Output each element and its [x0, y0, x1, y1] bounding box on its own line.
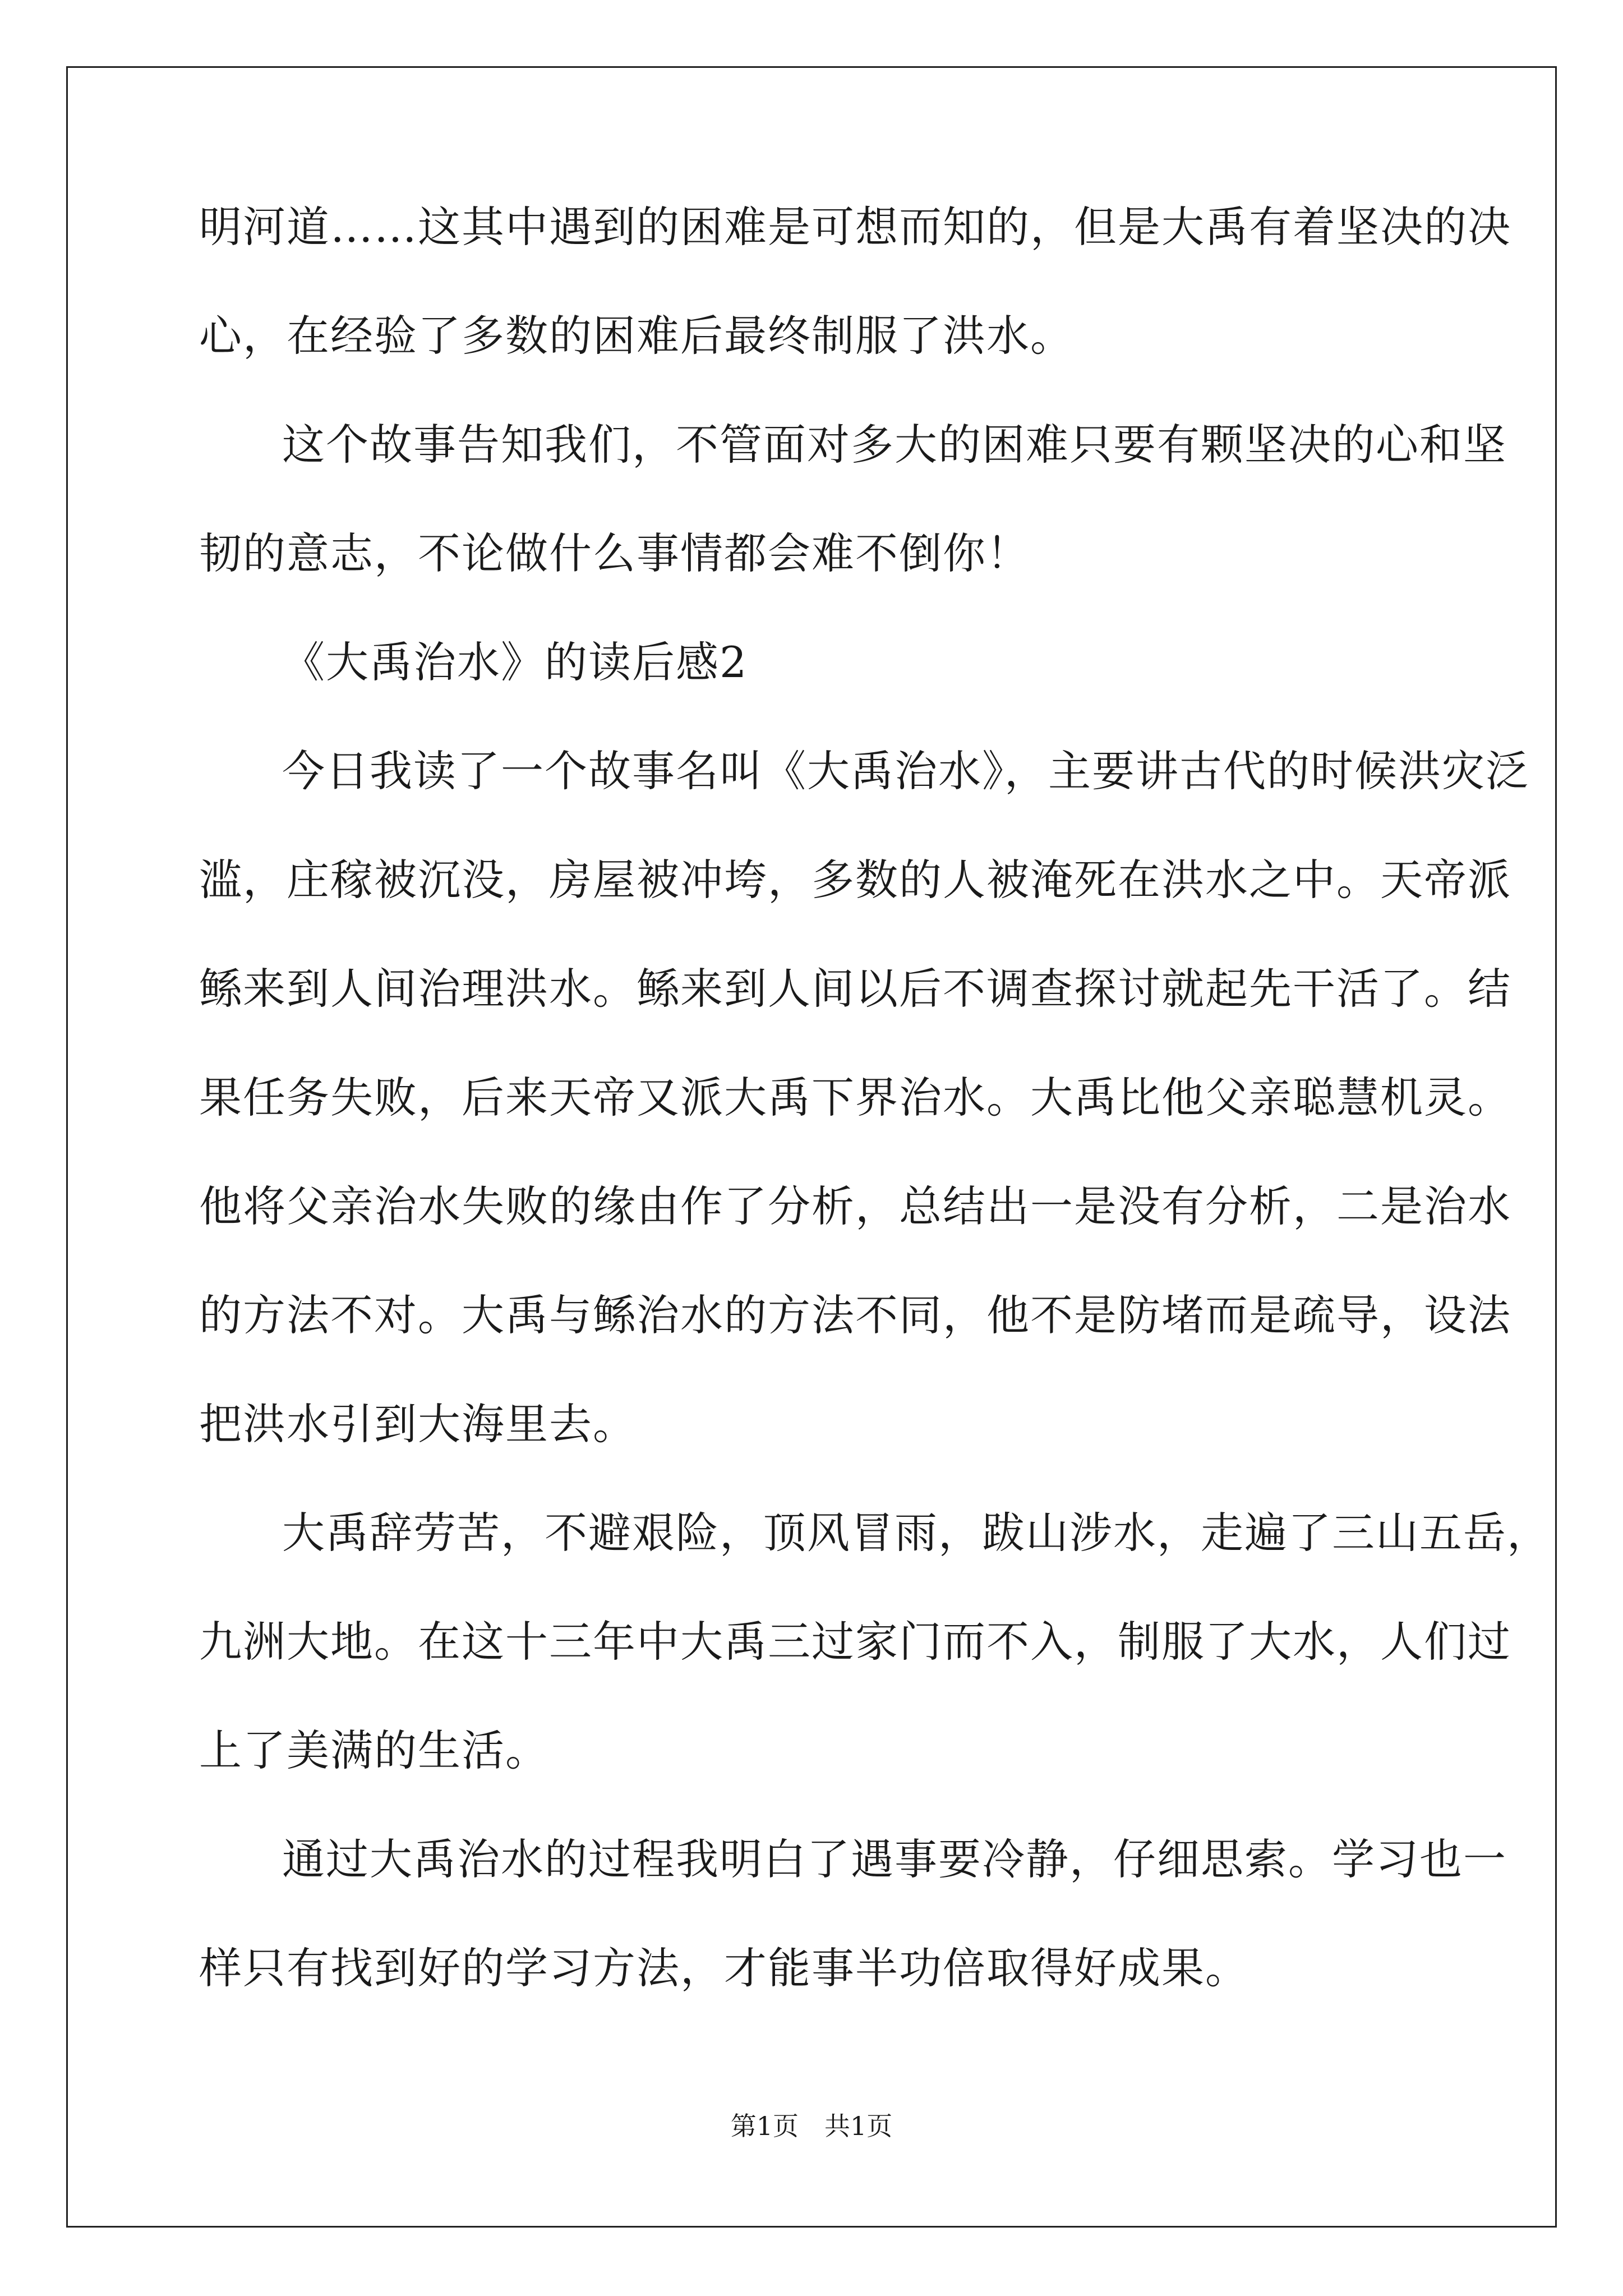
text-line: 样只有找到好的学习方法，才能事半功倍取得好成果。: [199, 1943, 1249, 1993]
text-line: 上了美满的生活。: [199, 1726, 549, 1775]
text-line: 果任务失败，后来天帝又派大禹下界治水。大禹比他父亲聪慧机灵。: [199, 1073, 1511, 1122]
text-line: 鲧来到人间治理洪水。鲧来到人间以后不调查探讨就起先干活了。结: [199, 964, 1511, 1014]
text-line: 的方法不对。大禹与鲧治水的方法不同，他不是防堵而是疏导，设法: [199, 1290, 1511, 1340]
text-line: 通过大禹治水的过程我明白了遇事要冷静，仔细思索。学习也一: [282, 1834, 1507, 1884]
page-number: 第1页 共1页: [730, 2111, 893, 2141]
text-line: 韧的意志，不论做什么事情都会难不倒你！: [199, 528, 1030, 578]
text-line: 这个故事告知我们，不管面对多大的困难只要有颗坚决的心和坚: [282, 420, 1507, 470]
text-line: 把洪水引到大海里去。: [199, 1399, 637, 1449]
text-line: 今日我读了一个故事名叫《大禹治水》，主要讲古代的时候洪灾泛: [282, 746, 1529, 796]
text-line: 大禹辞劳苦，不避艰险，顶风冒雨，跋山涉水，走遍了三山五岳，: [282, 1508, 1551, 1558]
page-border: [66, 66, 1557, 2228]
text-line: 滥，庄稼被沉没，房屋被冲垮，多数的人被淹死在洪水之中。天帝派: [199, 855, 1511, 905]
text-line: 他将父亲治水失败的缘由作了分析，总结出一是没有分析，二是治水: [199, 1181, 1511, 1231]
text-line: 明河道……这其中遇到的困难是可想而知的，但是大禹有着坚决的决: [199, 202, 1511, 252]
text-line: 心，在经验了多数的困难后最终制服了洪水。: [199, 311, 1074, 361]
text-line: 九洲大地。在这十三年中大禹三过家门而不入，制服了大水，人们过: [199, 1617, 1511, 1667]
section-heading: 《大禹治水》的读后感2: [282, 637, 748, 687]
